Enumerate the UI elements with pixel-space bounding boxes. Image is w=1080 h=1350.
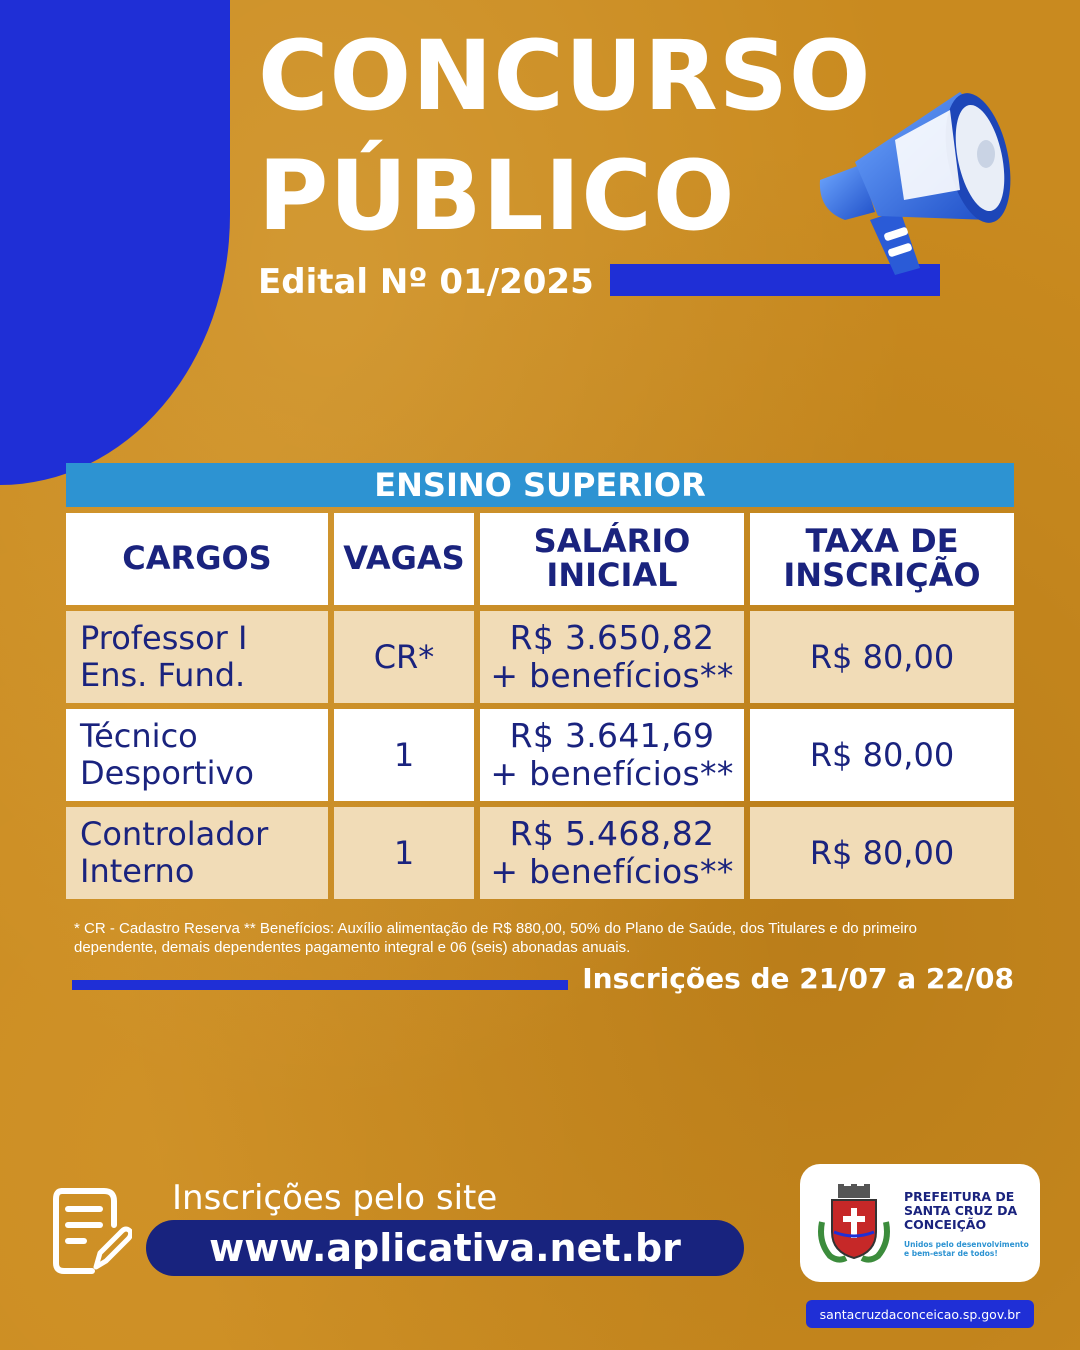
title-line-1: CONCURSO [258,20,872,132]
megaphone-icon [800,70,1020,290]
col-header-vagas: VAGAS [334,513,474,605]
table-row-3-cargo: Controlador Interno [66,807,328,899]
inscricoes-period: Inscrições de 21/07 a 22/08 [582,962,1014,995]
edital-number: Edital Nº 01/2025 [258,262,594,302]
table-row-1-taxa: R$ 80,00 [750,611,1014,703]
prefeitura-logo [800,1164,1040,1282]
col-header-taxa: TAXA DE INSCRIÇÃO [750,513,1014,605]
blue-corner-shape [0,0,230,485]
table-row-1-vagas: CR* [334,611,474,703]
document-pen-icon [52,1185,132,1275]
gov-site-link[interactable]: santacruzdaconceicao.sp.gov.br [806,1300,1034,1328]
site-url-link[interactable]: www.aplicativa.net.br [146,1220,744,1276]
table-row-2-cargo: Técnico Desportivo [66,709,328,801]
positions-table [66,463,1014,899]
col-header-cargos: CARGOS [66,513,328,605]
logo-slogan: Unidos pelo desenvolvimento e bem-estar de todos! [904,1240,1029,1258]
title-line-2: PÚBLICO [258,140,736,252]
table-row-2-vagas: 1 [334,709,474,801]
table-row-1-salario: R$ 3.650,82 + benefícios** [480,611,744,703]
table-row-1-cargo: Professor I Ens. Fund. [66,611,328,703]
col-header-salario: SALÁRIO INICIAL [480,513,744,605]
footnote: * CR - Cadastro Reserva ** Benefícios: Auxílio alimentação de R$ 880,00, 50% do Plano de Saúde, dos Titulares e do primeiro dependente, demais dependentes pagamento integral e 06 (seis) abonadas anuais. [74,920,917,956]
table-row-3-salario: R$ 5.468,82 + benefícios** [480,807,744,899]
section-title: ENSINO SUPERIOR [66,463,1014,507]
inscricoes-accent-bar [72,980,568,990]
table-row-3-vagas: 1 [334,807,474,899]
logo-name: PREFEITURA DE SANTA CRUZ DA CONCEIÇÃO [904,1189,1018,1232]
site-label: Inscrições pelo site [172,1178,498,1218]
table-row-2-taxa: R$ 80,00 [750,709,1014,801]
table-row-3-taxa: R$ 80,00 [750,807,1014,899]
table-row-2-salario: R$ 3.641,69 + benefícios** [480,709,744,801]
crest-icon [816,1182,892,1264]
